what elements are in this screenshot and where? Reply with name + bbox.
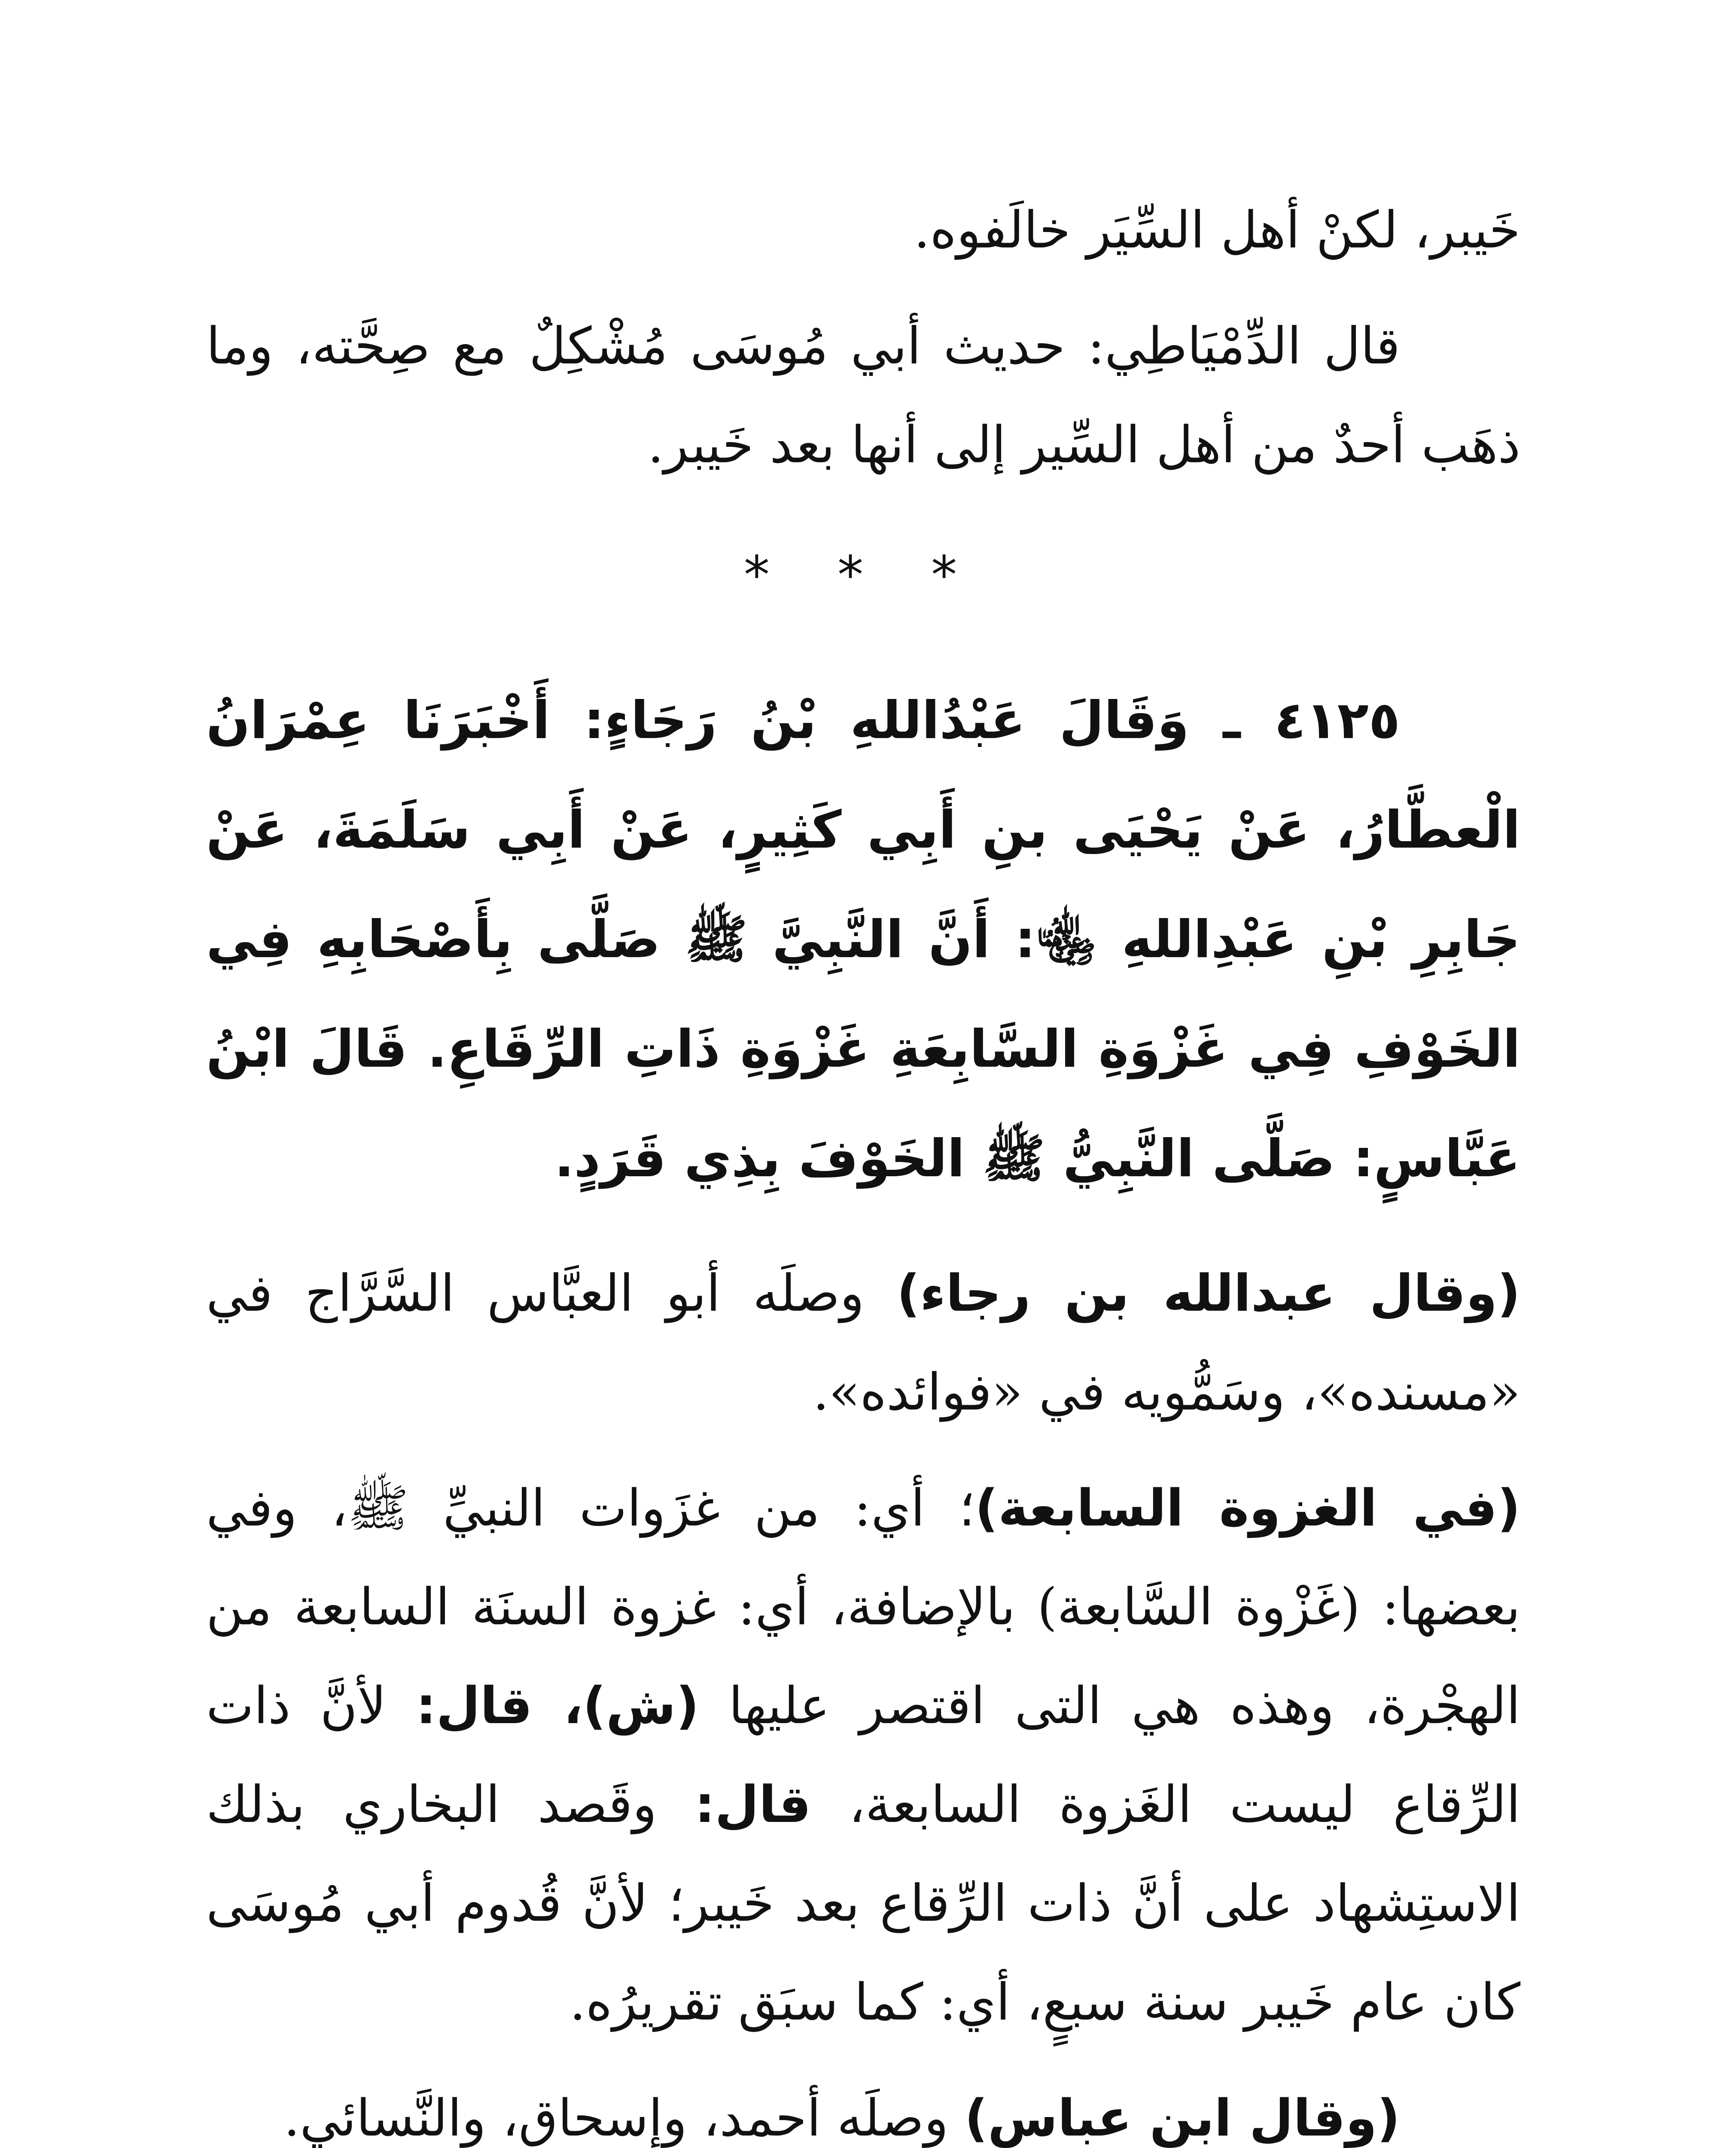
hadith-number: ٤١٢٥ (1274, 691, 1400, 751)
carryover-paragraph: خَيبر، لكنْ أهل السِّيَر خالَفوه. (914, 200, 1520, 259)
commentary-text: وصلَه أبو العبَّاس السَّرَّاج في «مسنده»، وسَمُّويه في «فوائده». (206, 1263, 1520, 1422)
dimyati-paragraph: قال الدِّمْيَاطِي: حديث أبي مُوسَى مُشْكِلٌ مع صِحَّته، وما ذهَب أحدٌ من أهل السِّير إلى أنها بعد خَيبر. (206, 316, 1520, 474)
commentary-paragraph-1 (206, 1244, 1520, 1441)
section-separator: * * * (743, 546, 983, 605)
hadith-4125 (206, 666, 1520, 1214)
commentary-text: ؛ أي: من غزَوات النبيِّ ﷺ، وفي بعضها: (غَزْوة السَّابعة) بالإضافة، أي: غزوة السنَة السابعة من الهجْرة، وهذه هي التى اقتصر عليها (206, 1478, 1520, 1735)
commentary-source-label: (ش)، قال: (416, 1676, 699, 1735)
commentary-text: لأنَّ ذات الرِّقاع ليست الغَزوة السابعة، (206, 1676, 1520, 1834)
commentary-paragraph-3 (206, 2069, 1520, 2148)
commentary-text: وقَصد البخاري بذلك الاستِشهاد على أنَّ ذات الرِّقاع بعد خَيبر؛ لأنَّ قُدوم أبي مُوسَى كان عام خَيبر سنة سبعٍ، أي: كما سبَق تقريرُه. (206, 1775, 1520, 2032)
commentary-lemma: (في الغزوة السابعة) (975, 1478, 1520, 1538)
hadith-text: ـ وَقَالَ عَبْدُاللهِ بْنُ رَجَاءٍ: أَخْبَرَنَا عِمْرَانُ الْعطَّارُ، عَنْ يَحْيَى بنِ أَبِي كَثِيرٍ، عَنْ أَبِي سَلَمَةَ، عَنْ جَابِرِ بْنِ عَبْدِاللهِ ﵄: أَنَّ النَّبِيَّ ﷺ صَلَّى بِأَصْحَابِهِ فِي الخَوْفِ فِي غَزْوَةِ السَّابِعَةِ غَزْوَةِ ذَاتِ الرِّقَاعِ. قَالَ ابْنُ عَبَّاسٍ: صَلَّى النَّبِيُّ ﷺ الخَوْفَ بِذِي قَرَدٍ. (206, 691, 1520, 1189)
commentary-paragraph-2 (206, 1458, 1520, 2051)
commentary-lemma: (وقال ابن عباس) (964, 2088, 1400, 2148)
commentary-lemma: (وقال عبدالله بن رجاء) (896, 1263, 1520, 1323)
page-body (206, 180, 1520, 2148)
commentary-text: وصلَه أحمد، وإسحاق، والنَّسائي. (283, 2088, 965, 2148)
commentary-qal-label: قال: (694, 1775, 811, 1834)
